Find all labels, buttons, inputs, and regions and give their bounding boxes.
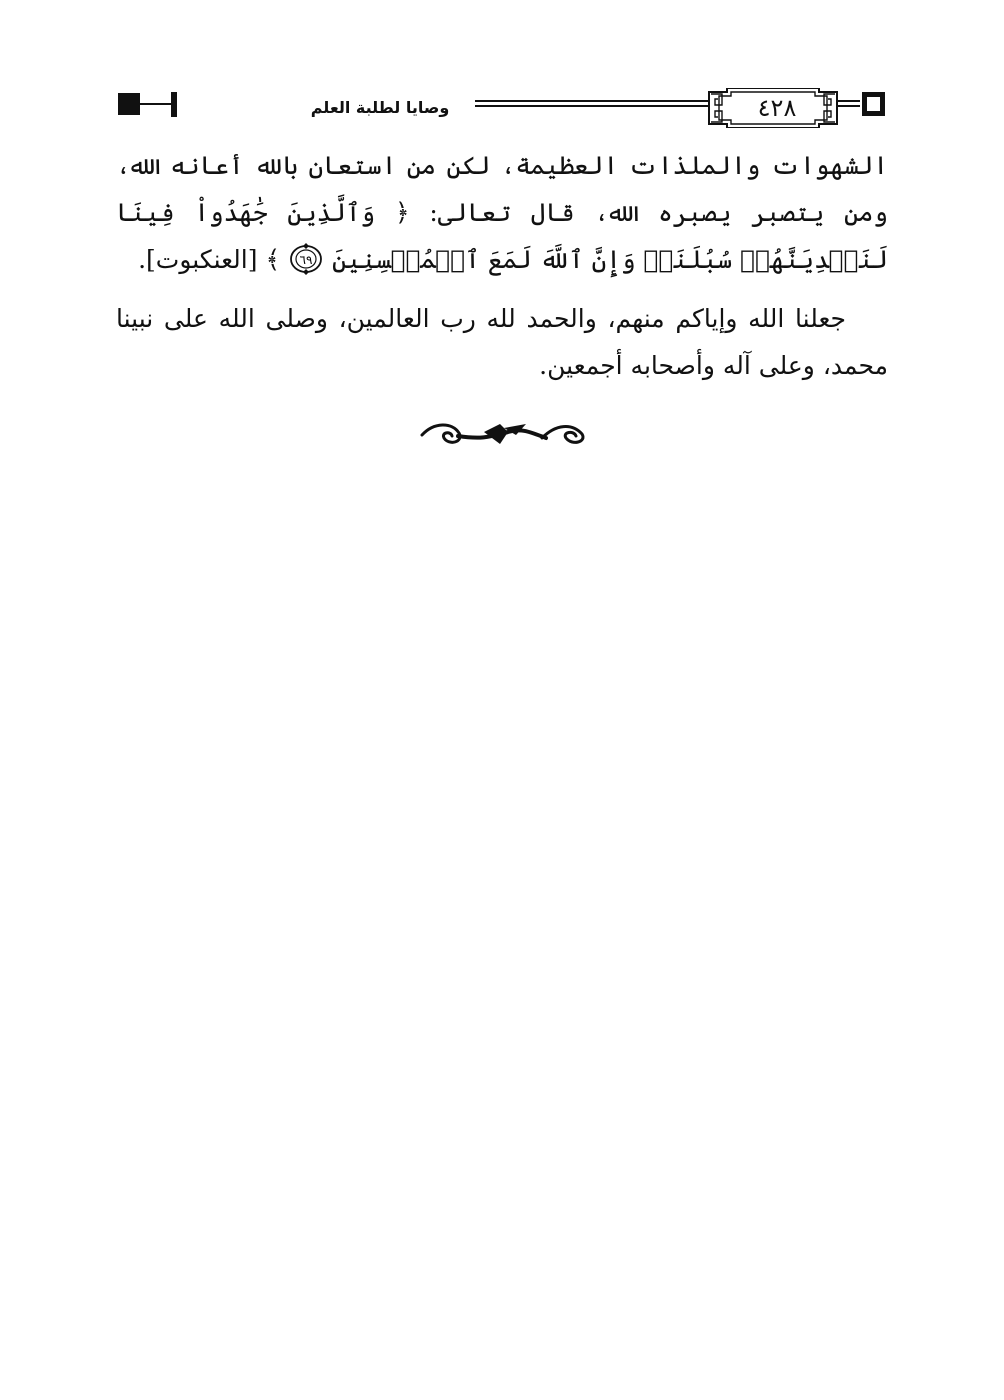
verse-open-bracket: ﴿ — [394, 198, 410, 227]
floral-divider-ornament-icon — [414, 414, 590, 456]
verse-number: ٦٩ — [299, 253, 313, 267]
verse-number-marker — [280, 245, 324, 274]
running-header — [115, 88, 888, 128]
verse-number-icon — [288, 242, 324, 276]
verse-close-bracket: ﴾ — [265, 245, 281, 274]
surah-citation: [العنكبوت]. — [138, 245, 258, 274]
quran-verse: وَٱلَّذِينَ جَٰهَدُواْ فِينَا لَنَهۡدِيَنَّهُمۡ سُبُلَنَاۚ وَإِنَّ ٱللَّهَ لَمَعَ ٱلۡمُحۡسِنِينَ — [116, 198, 888, 274]
page-number: ٤٢٨ — [757, 94, 797, 122]
running-header-title: وصايا لطلبة العلم — [285, 92, 475, 124]
paragraph-1-prefix: الشهوات والملذات العظيمة، لكن من استعان بالله أعانه الله، ومن يتصبر يصبره الله، قال تعالى: — [116, 151, 889, 227]
paragraph-2: جعلنا الله وإياكم منهم، والحمد لله رب العالمين، وصلى الله على نبينا محمد، وعلى آله وأصحابه أجمعين. — [116, 304, 888, 380]
page-body — [116, 142, 888, 389]
paragraph-1 — [116, 142, 888, 283]
